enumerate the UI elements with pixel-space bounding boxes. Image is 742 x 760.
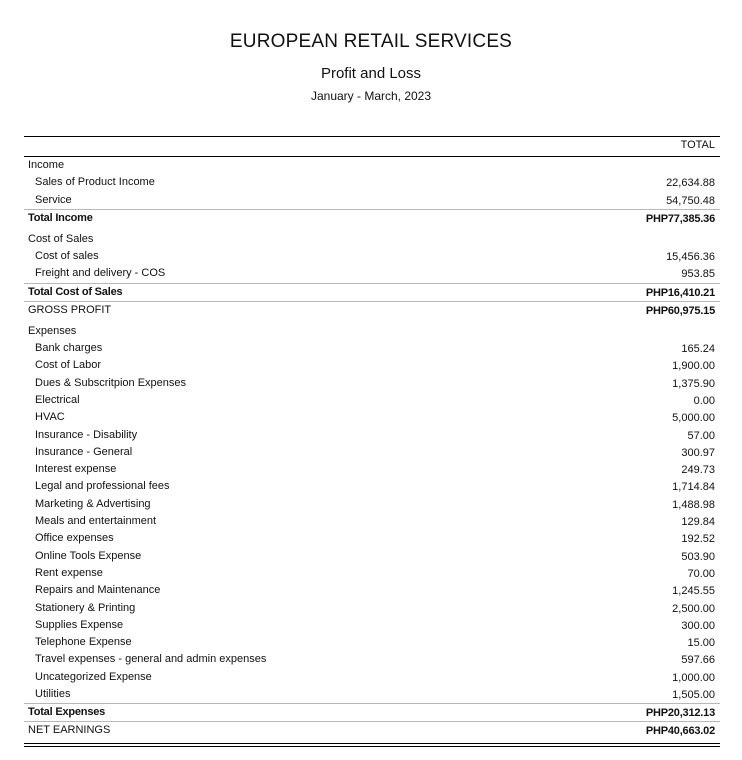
cost-of-sales-heading-row [24,231,720,248]
expenses-heading-row [24,323,720,340]
table-row [24,617,720,634]
table-row [24,461,720,478]
row-value: 249.73 [681,464,715,477]
company-name: EUROPEAN RETAIL SERVICES [229,31,513,52]
row-label: Uncategorized Expense [35,670,152,683]
row-label: Insurance - Disability [35,428,138,441]
expense-rows [24,340,720,703]
row-value: 1,488.98 [672,498,715,511]
net-earnings-row [24,721,720,743]
total-income-value: PHP77,385.36 [645,212,715,225]
table-row [24,265,720,282]
gross-profit-label: GROSS PROFIT [28,303,112,316]
total-income-label: Total Income [28,211,93,224]
row-value: 300.97 [681,446,715,459]
row-value: 503.90 [681,550,715,563]
row-value: 953.85 [681,268,715,281]
row-label: Service [35,193,72,206]
table-row [24,409,720,426]
row-value: 1,375.90 [672,377,715,390]
report-title: Profit and Loss [320,65,422,82]
row-label: Utilities [35,688,71,701]
net-earnings-label: NET EARNINGS [28,724,111,737]
row-value: 192.52 [681,533,715,546]
table-row [24,582,720,599]
total-expenses-value: PHP20,312.13 [645,707,715,720]
table-row [24,669,720,686]
row-label: Online Tools Expense [35,549,142,562]
row-label: Rent expense [35,566,103,579]
table-row [24,651,720,668]
row-label: Insurance - General [35,445,133,458]
net-earnings-value: PHP40,663.02 [645,725,715,738]
row-value: 129.84 [681,516,715,529]
row-value: 1,714.84 [672,481,715,494]
row-value: 15,456.36 [666,251,715,264]
table-row [24,248,720,265]
row-label: Bank charges [35,342,103,355]
total-income-row [24,209,720,227]
table-row [24,392,720,409]
table-row [24,375,720,392]
table-bottom-double-rule [24,743,720,747]
table-row [24,686,720,703]
row-value: 0.00 [693,394,715,407]
row-value: 15.00 [687,637,715,650]
row-label: Legal and professional fees [35,480,170,493]
profit-loss-table [24,136,720,747]
total-cost-of-sales-row [24,283,720,301]
row-value: 1,900.00 [672,360,715,373]
row-label: Office expenses [35,532,114,545]
table-row [24,444,720,461]
row-label: Marketing & Advertising [35,497,151,510]
row-value: 22,634.88 [666,177,715,190]
income-heading: Income [28,159,65,171]
table-row [24,513,720,530]
gross-profit-value: PHP60,975.15 [645,304,715,317]
row-label: Interest expense [35,463,117,476]
table-row [24,427,720,444]
row-label: Travel expenses - general and admin expenses [35,653,267,666]
row-value: 300.00 [681,619,715,632]
gross-profit-row [24,301,720,323]
total-column-header: TOTAL [680,139,715,151]
row-value: 597.66 [681,654,715,667]
row-value: 165.24 [681,343,715,356]
row-value: 2,500.00 [672,602,715,615]
row-label: Freight and delivery - COS [35,267,166,280]
column-header [24,137,720,157]
table-row [24,192,720,209]
table-row [24,565,720,582]
row-value: 54,750.48 [666,194,715,207]
row-label: Dues & Subscritpion Expenses [35,376,187,389]
table-row [24,634,720,651]
row-value: 5,000.00 [672,412,715,425]
income-heading-row [24,157,720,174]
row-value: 1,000.00 [672,671,715,684]
row-value: 57.00 [687,429,715,442]
table-row [24,496,720,513]
table-row [24,174,720,191]
cost-of-sales-heading: Cost of Sales [28,232,94,245]
row-label: Stationery & Printing [35,601,136,614]
row-label: Electrical [35,393,80,406]
table-row [24,600,720,617]
report-period: January - March, 2023 [310,89,432,103]
table-row [24,478,720,495]
row-label: Meals and entertainment [35,515,157,528]
total-cost-of-sales-label: Total Cost of Sales [28,285,123,298]
row-label: HVAC [35,411,65,424]
row-value: 1,245.55 [672,585,715,598]
total-expenses-label: Total Expenses [28,706,106,719]
row-label: Cost of Labor [35,359,102,372]
row-label: Sales of Product Income [35,176,155,189]
table-row [24,548,720,565]
table-row [24,530,720,547]
row-label: Supplies Expense [35,618,124,631]
row-label: Repairs and Maintenance [35,584,161,597]
expenses-heading: Expenses [28,324,77,337]
row-value: 70.00 [687,567,715,580]
row-label: Cost of sales [35,250,99,263]
total-expenses-row [24,703,720,721]
row-value: 1,505.00 [672,689,715,702]
table-row [24,357,720,374]
total-cost-of-sales-value: PHP16,410.21 [645,286,715,299]
table-row [24,340,720,357]
row-label: Telephone Expense [35,636,132,649]
